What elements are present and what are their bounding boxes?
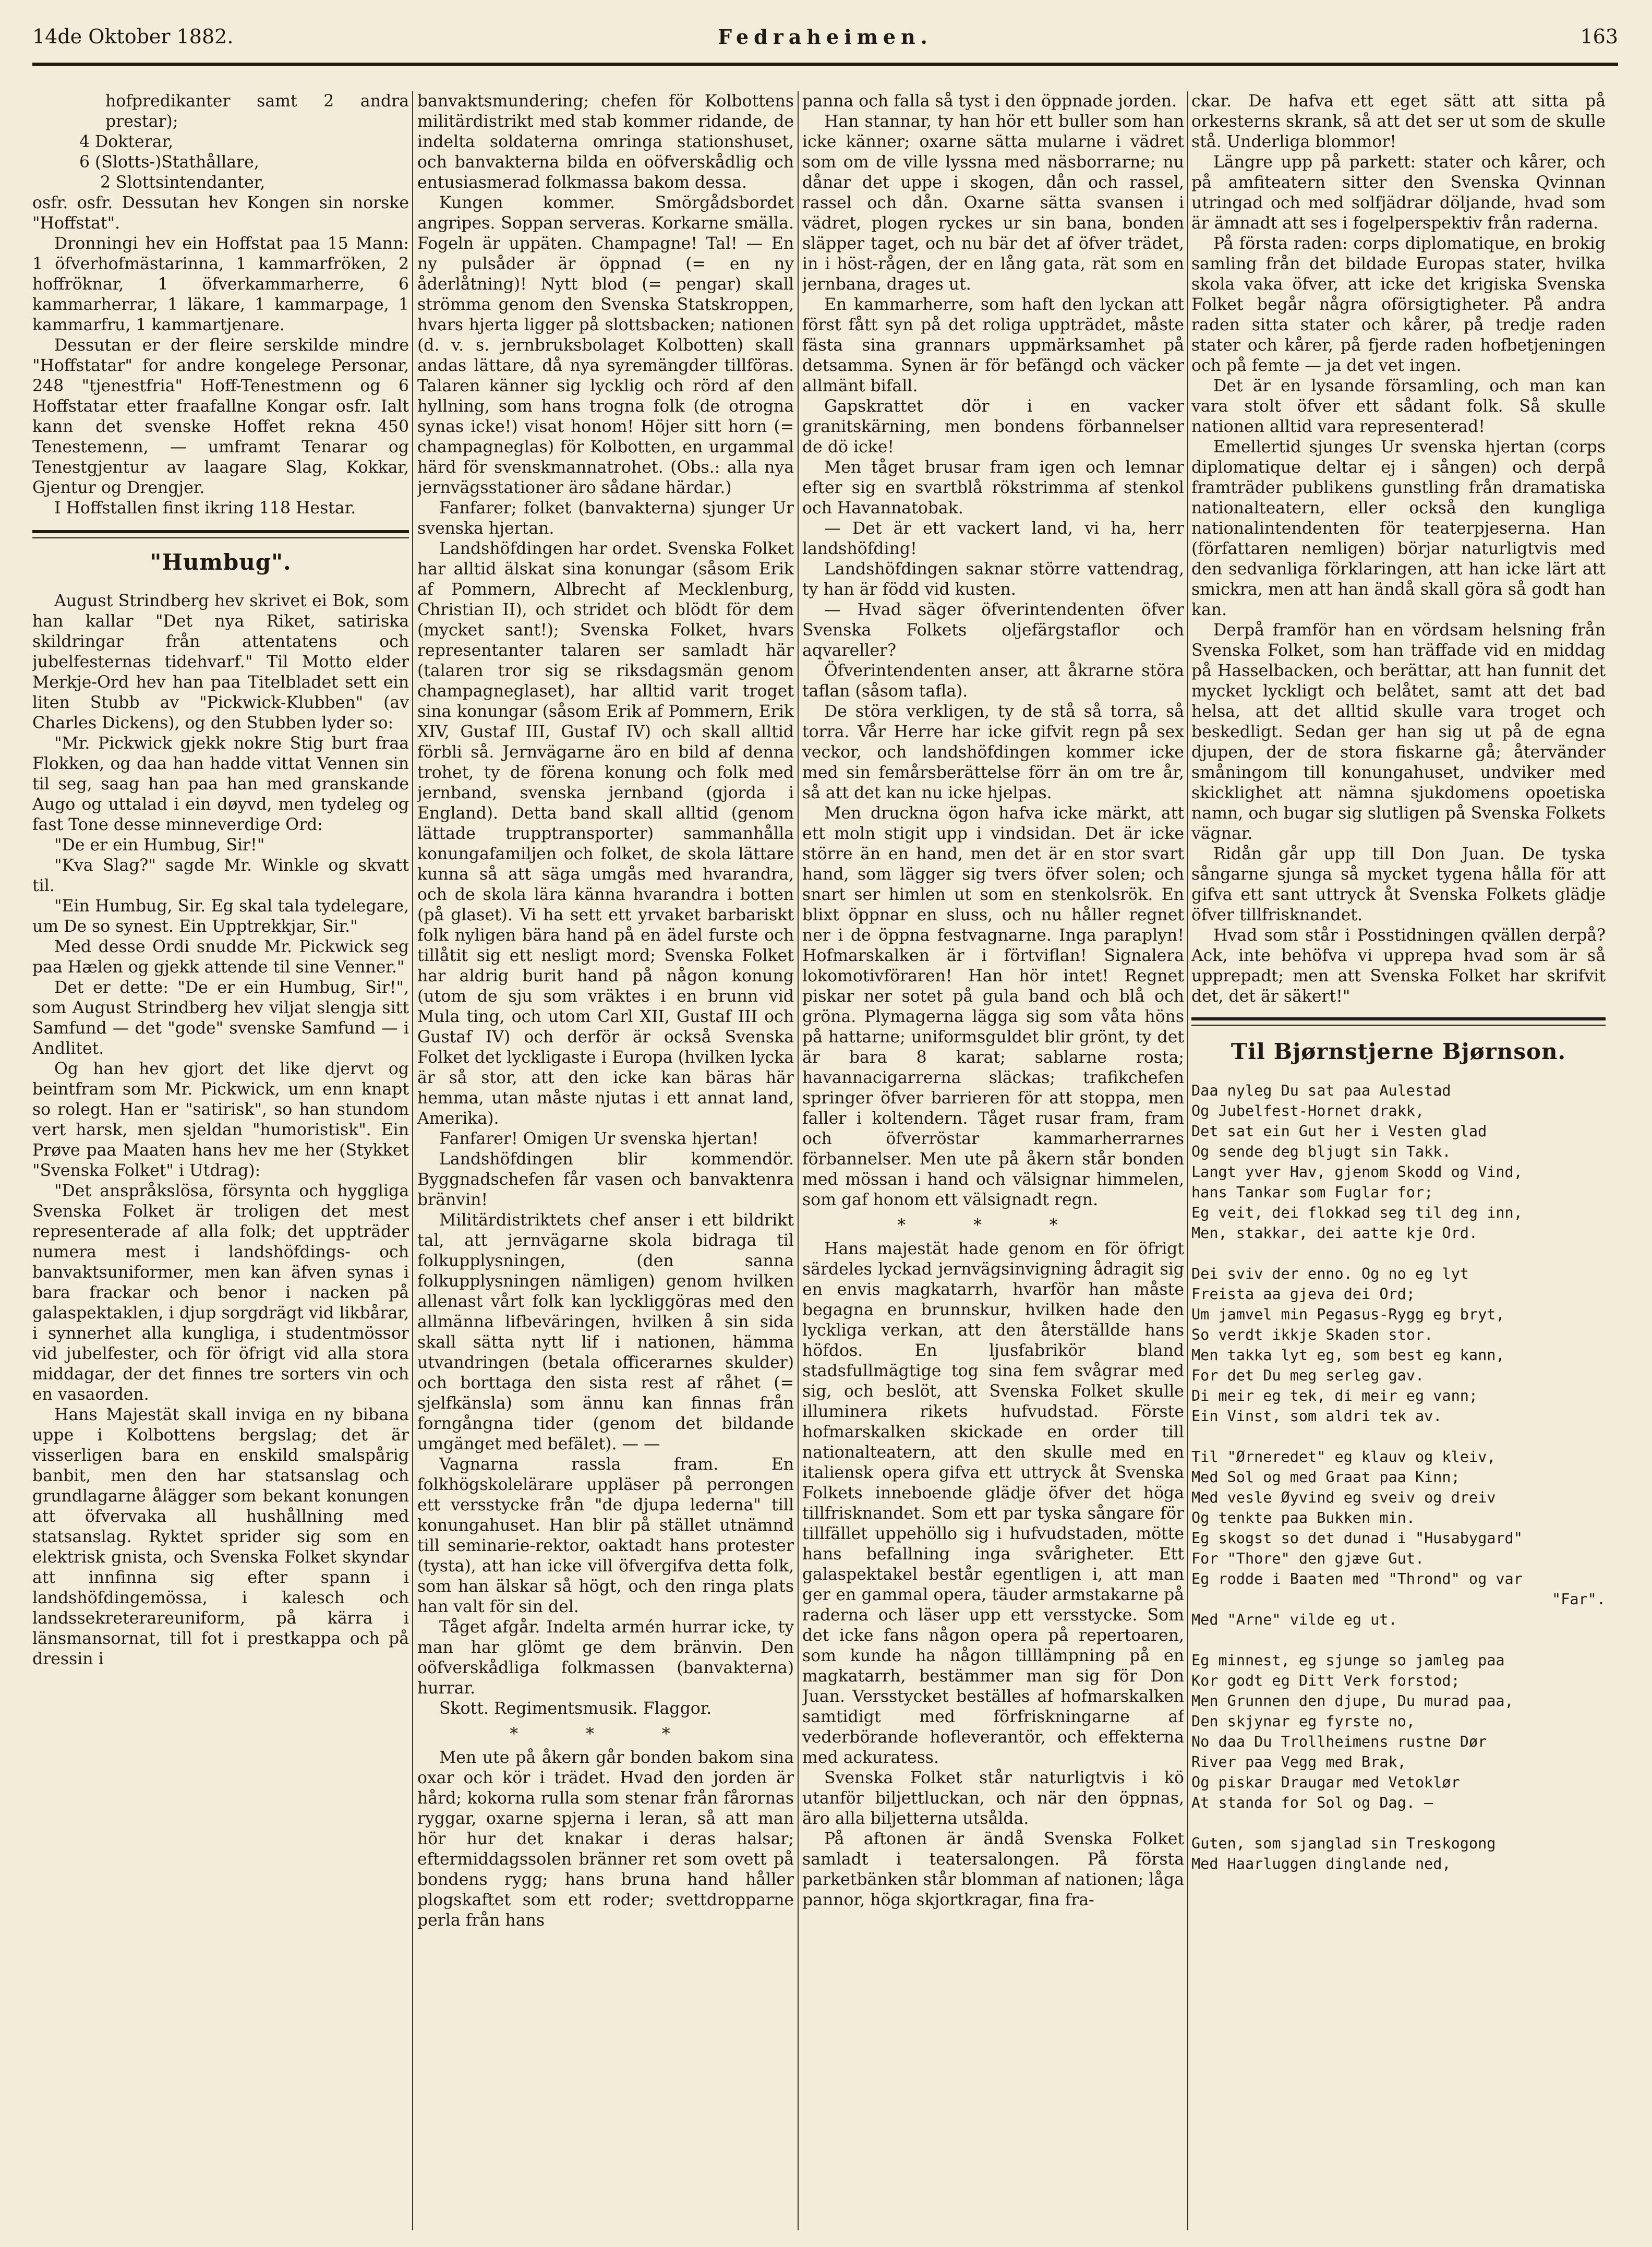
list-item: 2 Slottsintendanter, [100,173,266,192]
poem-line: hans Tankar som Fuglar for; [1191,1184,1433,1201]
paragraph: På aftonen är ändå Svenska Folket samladt i teatersalongen. På första parketbänken står blomman af nationen; låga pannor, höga skjortkragar, fina fra- [802,1830,1184,1909]
poem-line: Guten, som sjanglad sin Treskogong [1191,1835,1496,1852]
poem-heading: Til Bjørnstjerne Bjørnson. [1231,1039,1566,1064]
paragraph: "Kva Slag?" sagde Mr. Winkle og skvatt til. [32,856,409,895]
poem-line: Eg veit, dei flokkad seg til deg inn, [1191,1204,1523,1221]
paragraph: "Mr. Pickwick gjekk nokre Stig burt fraa Flokken, og daa han hadde vittat Vennen sin til seg, saag han paa han med granskande Augo og uttalad i ein døyvd, men tydeleg og fast Tone desse minneverdige Ord: [32,734,409,834]
poem-line: So verdt ikkje Skaden stor. [1191,1326,1433,1343]
poem-line: Di meir eg tek, di meir eg vann; [1191,1387,1478,1404]
column-3 [802,91,1184,2230]
paragraph: På första raden: corps diplomatique, en brokig samling från det bildade Europas stater, hvilka skola vaka öfver, att icke det krigiska Svenska Folket begår några oförsigtigheter. På andra raden sitta stater och kårer, på tredje raden stater och kårer, på fjerde raden hofbetjeningen och på femte — ja det vet ingen. [1191,234,1606,375]
poem-line: Eg skogst so det dunad i "Husabygard" [1191,1530,1523,1547]
poem-line: Det sat ein Gut her i Vesten glad [1191,1123,1487,1140]
paragraph: Skott. Regimentsmusik. Flaggor. [439,1699,712,1718]
paragraph: Men tåget brusar fram igen och lemnar efter sig en svartblå rökstrimma af stenkol och Havannatobak. [802,458,1184,518]
paragraph: Landshöfdingen saknar större vattendrag, ty han är född vid kusten. [802,560,1184,599]
poem-line: Eg minnest, eg sjunge so jamleg paa [1191,1652,1505,1669]
column-rule [412,91,413,2230]
paragraph: Öfverintendenten anser, att åkrarne störa taflan (såsom tafla). [802,662,1184,701]
paragraph: En kammarherre, som haft den lyckan att först fått syn på det roliga uppträdet, måste fästa sina grannars uppmärksamhet på detsamma. Synen är för befängd och väcker allmänt bifall. [802,295,1184,395]
paragraph: Landshöfdingen har ordet. Svenska Folket har alltid älskat sina konungar (såsom Erik af Pommern, Albrecht af Mecklenburg, Christian II), och stridet och blödt för dem (mycket sant!); Svenska Folket, hvars representanter talaren ser samladt här (talaren tror sig se riksdagsmän genom champagneglaset), har alltid varit troget sina konungar (såsom Erik af Pommern, Erik XIV, Gustaf III, Gustaf IV) och skall alltid förbli så. Jernvägarne äro en bild af denna trohet, ty de förena konung och folk med jernband, svenska jernband (gjorda i England). Detta band skall alltid (genom lättade trupptransporter) sammanhålla konungafamiljen och folket, de skola lättare kunna så att säga umgås med hvarandra, och de skola lära känna hvarandra i botten (på glaset). Vi ha sett ett yrvaket barbariskt folk nyligen bära hand på en ädel furste och tillåtit sig ett nesligt mord; Svenska Folket har aldrig burit hand på någon konung (utom de sju som vräktes i en brunn vid Mula ting, och utom Carl XII, Gustaf III och Gustaf IV) och derför är också Svenska Folket det lyckligaste i Europa (hvilken lycka är så stor, att den icke kan bäras här hemma, utan måste njutas i ett annat land, Amerika). [417,539,794,1128]
paragraph: Derpå framför han en vördsam helsning från Svenska Folket, som han träffade vid en middag på Hasselbacken, och berättar, att han funnit det mycket lyckligt och belåtet, samt att det bad helsa, att det alltid skulle vara troget och beskedligt. Sedan ger han sig ut på de egna djupen, der de stora fiskarne gå; återvänder småningom till konungahuset, undviker med skicklighet att nämna sjukdomens opoetiska namn, och bugar sig slutligen på Svenska Folkets vägnar. [1191,621,1606,843]
stanza-gap [1191,1630,1606,1650]
paragraph: Det är en lysande församling, och man kan vara stolt öfver ett sådant folk. Så skulle nationen alltid vara representerad! [1191,377,1606,436]
stanza-gap [1191,1426,1606,1447]
poem-line: Og tenkte paa Bukken min. [1191,1509,1415,1527]
list-item: 6 (Slotts-)Stathållare, [79,153,259,172]
poem-line: Ein Vinst, som aldri tek av. [1191,1408,1442,1425]
poem-line: Med Haarluggen dinglande ned, [1191,1855,1451,1872]
paragraph: hofpredikanter samt 2 andra prestar); [105,92,409,131]
paragraph: Tåget afgår. Indelta armén hurrar icke, ty man har glömt ge dem bränvin. Den oöfverskådliga folkmassen (banvakterna) hurrar. [417,1618,794,1698]
paragraph: Han stannar, ty han hör ett buller som han icke känner; oxarne sätta mularne i vädret som om de ville lyssna med näsborrarne; nu dånar det uppe i skogen, dån och rassel, rassel och dån. Oxarne sätta svansen i vädret, plogen ryckes ur sin bana, bonden släpper taget, och nu bär det af öfver trädet, in i höst-rågen, der en lång gata, rät som en jernbana, drages ut. [802,112,1184,294]
poem-line: Og Jubelfest-Hornet drakk, [1191,1102,1425,1120]
list-item: 4 Dokterar, [79,133,174,151]
paragraph: Fanfarer! Omigen Ur svenska hjertan! [439,1129,759,1148]
poem-line: Freista aa gjeva dei Ord; [1191,1285,1415,1303]
header-title: Fedraheimen. [718,25,933,49]
paragraph: banvaktsmundering; chefen för Kolbottens militärdistrikt med stab kommer ridande, de indelta soldaterna omringa stationshuset, och banvakterna bilda en oöfverskådlig och entusiasmerad folkmassa bakom dessa. [417,92,794,192]
poem-line: Til "Ørneredet" eg klauv og kleiv, [1191,1448,1496,1465]
poem [1191,1080,1606,1874]
column-rule [1187,91,1188,2230]
paragraph: De störa verkligen, ty de stå så torra, så torra. Vår Herre har icke gifvit regn på sex veckor, och landshöfdingen kommer icke med sin femårsberättelse förr än om tre år, så att det kan nu icke hjelpas. [802,702,1184,802]
poem-line: No daa Du Trollheimens rustne Dør [1191,1733,1487,1750]
poem-line: For det Du meg serleg gav. [1191,1367,1425,1384]
paragraph: Landshöfdingen blir kommendör. Byggnadschefen får vasen och banvaktenra bränvin! [417,1150,794,1209]
section-stars: * * * [897,1216,1089,1235]
paragraph: I Hoffstallen finst ikring 118 Hestar. [54,499,356,518]
section-divider [1191,1017,1606,1026]
paragraph: Og han hev gjort det like djervt og beintfram som Mr. Pickwick, um enn knapt so rolegt. Han er "satirisk", so han stundom vert harsk, men sjeldan "humoristisk". Ein Prøve paa Maaten hans hev me her (Stykket "Svenska Folket" i Utdrag): [32,1060,409,1180]
paragraph: Svenska Folket står naturligtvis i kö utanför biljettluckan, och när den öppnas, äro alla biljetterna utsålda. [802,1769,1184,1828]
poem-line: Og sende deg bljugt sin Takk. [1191,1143,1451,1160]
paragraph: Gapskrattet dör i en vacker granitskärning, men bondens förbannelser de dö icke! [802,397,1184,456]
section-stars: * * * [510,1725,702,1744]
paragraph: August Strindberg hev skrivet ei Bok, som han kallar "Det nya Riket, satiriska skildringar från attentatens och jubelfesternas tidehvarf." Til Motto elder Merkje-Ord hev han paa Titelbladet sett ein liten Stubb av "Pickwick-Klubben" (av Charles Dickens), og den Stubben lyder so: [32,592,409,732]
poem-line: River paa Vegg med Brak, [1191,1753,1406,1771]
poem-line: Um jamvel min Pegasus-Rygg eg bryt, [1191,1306,1505,1323]
poem-line: Eg rodde i Baaten med "Thrond" og var [1191,1570,1523,1588]
paragraph: Men drucknа ögon hafva icke märkt, att ett moln stigit upp i vindsidan. Det är icke större än en hand, men det är en stor svart hand, som lägger sig tvers öfver solen; och snart ser himlen ut som en stenkolsrök. En blixt öppnar en sluss, och nu håller regnet ner i de öppna festvagnarne. Inga paraplyn! Hofmarskalken är i förtviflan! Signalera lokomotivföraren! Han hör intet! Regnet piskar ner sotet på gula band och blå och gröna. Plymagerna lägga sig som våta höns på hattarne; uniformsguldet blir grönt, ty det är bara 8 karat; sablarne rosta; havannacigarrerna släckas; trafikchefen springer öfver barrieren för att stoppa, men faller i koltendern. Tåget rusar fram, fram och öfverröstar kammarherrarnes förbannelser. Men ute på åkern står bonden med mössan i hand och välsignar himmelen, som gaf honom ett välsignadt regn. [802,804,1184,1209]
poem-line: Med Sol og med Graat paa Kinn; [1191,1469,1460,1486]
paragraph: panna och falla så tyst i den öppnade jorden. [802,92,1177,111]
header-date: 14de Oktober 1882. [32,25,234,48]
column-1 [32,91,409,2230]
paragraph: Hans Majestät skall inviga en ny bibana uppe i Kolbottens bergslag; det är visserligen bara en enskild smalspårig banbit, men den har statsanslag och grundlagarne ålägger som bekant konungen att öfvervaka all hushållning med statsanslag. Ryktet sprider sig som en elektrisk gnista, och Svenska Folket skyndar att innfinna sig efter spann i landshöfdingemössa, i kalesch och landssekreterareuniform, på kärra i länsmansornat, till fot i prestkappa och på dressin i [32,1405,409,1668]
paragraph: Det er dette: "De er ein Humbug, Sir!", som August Strindberg hev viljat slengja sitt Samfund — det "gode" svenske Samfund — i Andlitet. [32,978,409,1058]
paragraph: Vagnarna rassla fram. En folkhögskolelärare uppläser på perrongen ett versstycke från "de djupa lederna" till konungahuset. Han blir på stället utnämnd till seminarie-rektor, oaktadt hans protester (tysta), att han icke vill öfvergifva detta folk, som han älskar så högt, och den ringa plats han valt för sin del. [417,1455,794,1616]
poem-line: Men, stakkar, dei aatte kje Ord. [1191,1224,1478,1242]
paragraph: Men ute på åkern går bonden bakom sina oxar och kör i trädet. Hvad den jorden är hård; kokorna rulla som stenar från fårornas ryggar, oxarne spjerna i leran, så att man hör hur det knakar i deras halsar; eftermiddagssolen bränner ret som ovett på bondens rygg; hans bruna hand håller plogskaftet som ett roder; svettdropparne perla från hans [417,1748,794,1930]
poem-line: Og piskar Draugar med Vetoklør [1191,1774,1460,1791]
stanza-gap [1191,1243,1606,1264]
poem-line: Langt yver Hav, gjenom Skodd og Vind, [1191,1163,1523,1181]
running-header [32,21,1618,66]
paragraph: Dessutan er der fleire serskilde mindre "Hoffstatar" for andre kongelege Personar, 248 "tjenestfria" Hoff-Tenestmenn og 6 Hoffstatar etter fraafallne Kongar osfr. Ialt kann det svenske Hoffet rekna 450 Tenestemenn, — umframt Tenarar og Tenestgjentur av laagare Slag, Kokkar, Gjentur og Drengjer. [32,336,409,497]
poem-line: At standa for Sol og Dag. — [1191,1794,1433,1811]
paragraph: — Hvad säger öfverintendenten öfver Svenska Folkets oljefärgstaflor och aqvareller? [802,600,1184,660]
column-rule [798,91,799,2230]
poem-line: Med vesle Øyvind eg sveiv og dreiv [1191,1489,1496,1506]
poem-line: Dei sviv der enno. Og no eg lyt [1191,1265,1469,1282]
paragraph: Militärdistriktets chef anser i ett bildrikt tal, att jernvägarne skola bidraga til folkupplysningen, (den sanna folkupplysningen nämligen) genom hvilken allenast vårt folk kan lyckliggöras med den allmänna lifbeväringen, hvilken å sin sida skall sätta nytt lif i nationen, hämma utvandringen (betala officerarnes skulder) och borttaga den sista rest af råhet (= sjelfkänsla) som ännu kan finnas från forngångna tider (genom det bildande umgänget med befälet). — — [417,1211,794,1453]
poem-line: Med "Arne" vilde eg ut. [1191,1611,1397,1628]
paragraph: Hvad som står i Posstidningen qvällen derpå? Ack, inte behöfva vi upprepa hvad som är så upprepadt; men att Svenska Folket har skrifvit det, det är säkert!" [1191,926,1606,1006]
poem-line: Men takka lyt eg, som best eg kann, [1191,1347,1505,1364]
poem-line: Den skjynar eg fyrste no, [1191,1713,1415,1730]
column-4 [1191,91,1606,2230]
paragraph: osfr. osfr. Dessutan hev Kongen sin norske "Hoffstat". [32,194,409,233]
poem-line: Kor godt eg Ditt Verk forstod; [1191,1672,1460,1689]
poem-line: "Far". [1552,1591,1606,1608]
paragraph: "De er ein Humbug, Sir!" [54,836,265,855]
poem-line: Men Grunnen den djupe, Du murad paa, [1191,1692,1514,1710]
paragraph: Ridån går upp till Don Juan. De tyska sångarne sjunga så mycket tygena hålla för att gifva ett sant uttryck åt Svenska Folkets glädje öfver tillfrisknandet. [1191,845,1606,924]
article-heading: "Humbug". [150,549,292,575]
paragraph: Hans majestät hade genom en för öfrigt särdeles lyckad jernvägsinvigning ådragit sig en envis magkatarrh, hvarför han måste begagna en brunnskur, hvilken hade den lyckliga verkan, att den återställde hans höfdos. En ljusfabrikör bland stadsfullmägtige tog sina fem svågrar med sig, och beslöt, att Svenska Folket skulle illuminera rikets hufvudstad. Förste hofmarskalken skickade en order till nationalteatern, att den skulle med en italiensk opera gifva ett uttryck åt Svenska Folkets inneboende glädje öfver det höga tillfrisknandet. Som ett par tyska sångare för tillfället uppehöllo sig i hufvudstaden, mötte hans befallning inga svårigheter. Ett galaspektakel består egentligen i, att man ger en gammal opera, täuder armstakarne på raderna och läser upp ett versstycke. Som det icke fans någon opera på repertoaren, som kunde ha någon tilllämpning på en magkatarrh, bestämmer man sig för Don Juan. Versstycket beställes af hofmarskalken samtidigt med förfriskningarne af vederbörande hofleverantör, och effekterna med ackuratess. [802,1240,1184,1767]
column-2 [417,91,794,2230]
paragraph: Längre upp på parkett: stater och kårer, och på amfiteatern sitter den Svenska Qvinnan utringad och med solfjädrar döljande, hvad som är ämnadt att ses i fogelperspektiv från raderna. [1191,153,1606,233]
paragraph: "Det anspråkslösa, försynta och hyggliga Svenska Folket är troligen det mest representerade af alla folk; det uppträder numera mest i landshöfdings- och banvaktsuniformer, men kan äfven synas i bara frackar och benor i nacken på galaspektaklen, i djup sorgdrägt vid likbårar, i synnerhet alla kungliga, i studentmössor vid jubelfester, och för öfrigt vid alla stora middagar, der det finnes tre sorters vin och en vasaorden. [32,1182,409,1404]
stanza-gap [1191,1813,1606,1833]
paragraph: Dronningi hev ein Hoffstat paa 15 Mann: 1 öfverhofmästarinna, 1 kammarfröken, 2 hoffröknar, 1 öfverkammarherre, 6 kammarherrar, 1 läkare, 1 kammarpage, 1 kammarfru, 1 kammartjenare. [32,234,409,334]
paragraph: "Ein Humbug, Sir. Eg skal tala tydelegare, um De so synest. Ein Upptrekkjar, Sir." [32,897,409,936]
poem-line: Daa nyleg Du sat paa Aulestad [1191,1082,1451,1099]
paragraph: — Det är ett vackert land, vi ha, herr landshöfding! [802,519,1184,558]
header-page-number: 163 [1580,25,1618,48]
paragraph: Kungen kommer. Smörgådsbordet angripes. Soppan serveras. Korkarne smälla. Fogeln är uppäten. Champagne! Tal! — En ny pulsåder är öppnad (= en ny åderlåtning)! Nytt blod (= pengar) skall strömma genom den Svenska Statskroppen, hvars hjerta ligger på slottsbacken; nationen (d. v. s. jernbruksbolaget Kolbotten) skall andas lättare, då nya syremängder tillföras. Talaren känner sig lycklig och rörd af den hyllning, som hans trogna folk (de otrogna synas icke!) visat honom! Höjer sitt horn (= champagneglas) för Kolbotten, en urgammal härd för svenskmannatrohet. (Obs.: alla nya jernvägsstationer äro sådane härdar.) [417,194,794,497]
paragraph: Med desse Ordi snudde Mr. Pickwick seg paa Hælen og gjekk attende til sine Venner." [32,938,409,977]
paragraph: Emellertid sjunges Ur svenska hjertan (corps diplomatique deltar ej i sången) och derpå framträder publikens gunstling från dramatiska nationalteatern, eller också den kungliga nationalintendenten för teaterpjeserna. Han (författaren nemligen) börjar naturligtvis med den sedvanliga förklaringen, att han icke lärt att smickra, men att han ändå skall göra så godt han kan. [1191,438,1606,619]
poem-line: For "Thore" den gjæve Gut. [1191,1550,1425,1567]
paragraph: ckar. De hafva ett eget sätt att sitta på orkesterns skrank, så att det ser ut som de skulle stå. Underliga blommor! [1191,92,1606,151]
paragraph: Fanfarer; folket (banvakterna) sjunger Ur svenska hjertan. [417,499,794,538]
section-divider [32,530,409,538]
